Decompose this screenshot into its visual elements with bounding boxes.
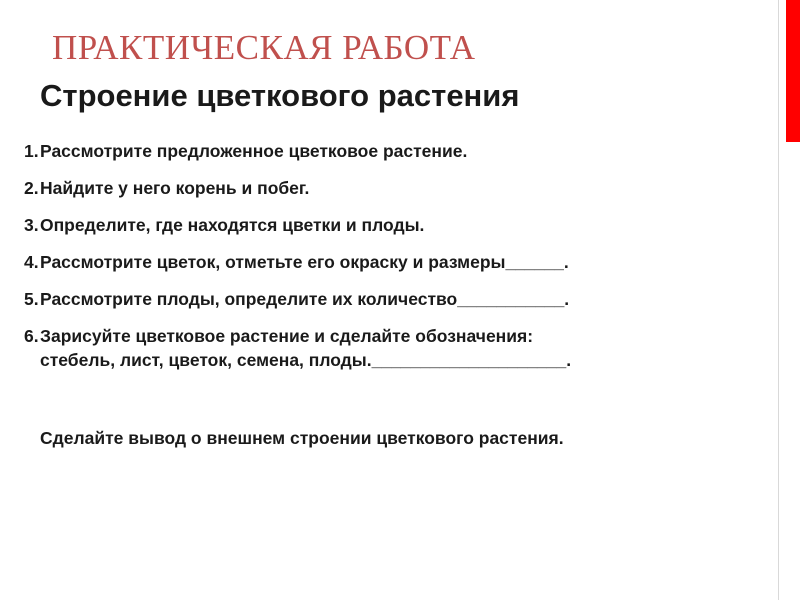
divider-line xyxy=(778,0,779,600)
task-item-3 xyxy=(24,213,754,237)
task-number: 2. xyxy=(24,178,39,198)
task-list xyxy=(24,139,754,385)
task-item-5 xyxy=(24,287,754,311)
task-text: Найдите у него корень и побег. xyxy=(40,178,310,198)
task-text: Зарисуйте цветковое растение и сделайте обозначения: xyxy=(40,326,534,346)
task-text: Рассмотрите предложенное цветковое растение. xyxy=(40,141,468,161)
task-number: 5. xyxy=(24,289,39,309)
task-number: 3. xyxy=(24,215,39,235)
task-number: 1. xyxy=(24,141,39,161)
conclusion-text: Сделайте вывод о внешнем строении цветкового растения. xyxy=(40,428,564,448)
task-number: 6. xyxy=(24,326,39,346)
task-text: Рассмотрите цветок, отметьте его окраску и размеры______. xyxy=(40,252,569,272)
task-item-4 xyxy=(24,250,754,274)
accent-bar xyxy=(786,0,800,142)
task-item-6 xyxy=(24,324,754,372)
task-number: 4. xyxy=(24,252,39,272)
slide-title: ПРАКТИЧЕСКАЯ РАБОТА xyxy=(52,28,476,67)
task-text-continuation: стебель, лист, цветок, семена, плоды.____________________. xyxy=(40,350,572,370)
task-item-1 xyxy=(24,139,754,163)
task-text: Рассмотрите плоды, определите их количество___________. xyxy=(40,289,570,309)
slide-subtitle: Строение цветкового растения xyxy=(40,78,520,113)
task-item-2 xyxy=(24,176,754,200)
task-text: Определите, где находятся цветки и плоды. xyxy=(40,215,425,235)
